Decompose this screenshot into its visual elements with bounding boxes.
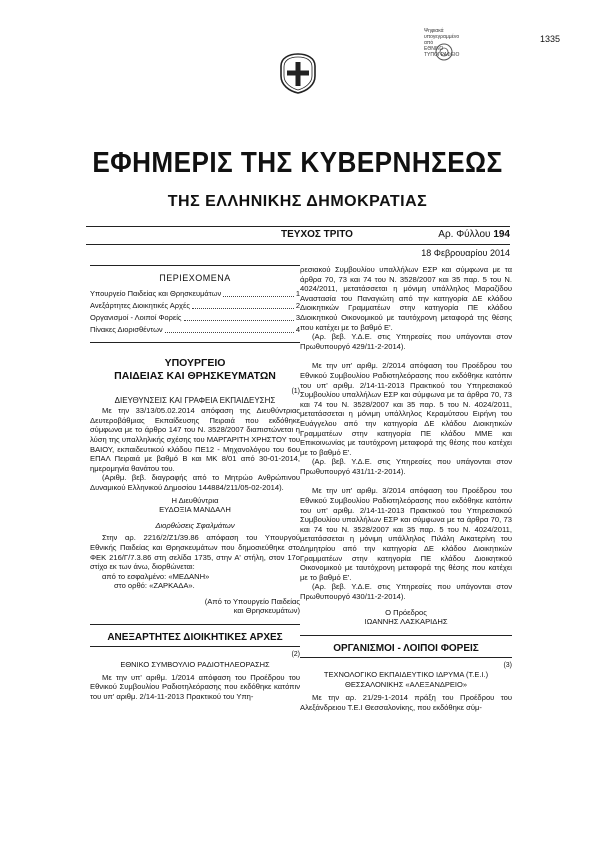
sheet-number-label: Αρ. Φύλλου 194 <box>438 229 510 240</box>
toc-title: ΠΕΡΙΕΧΟΜΕΝΑ <box>159 273 231 283</box>
gazette-subtitle: ΤΗΣ ΕΛΛΗΝΙΚΗΣ ΔΗΜΟΚΡΑΤΙΑΣ <box>167 193 428 210</box>
header-rule-top <box>86 226 510 227</box>
issue-date: 18 Φεβρουαρίου 2014 <box>421 248 510 258</box>
toc-row: Ανεξάρτητες Διοικητικές Αρχές 2 <box>90 300 300 310</box>
decision-paragraph: Με την υπ' αριθμ. 3/2014 απόφαση του Προέδρου του Εθνικού Συμβουλίου Ραδιοτηλεόρασης που εκδόθηκε κατόπιν του υπ' αριθμ. 2/14-11-2013 Πρακτικού του Υπηρεσιακού Συμβουλίου υπαλλήλων ΕΣΡ και σύμφωνα με τα άρθρα 70, 73 και 74 του Ν. 3528/2007 και 35 παρ. 5 του Ν. 4024/2011, μετατάσσεται η μόνιμη υπάλληλος Πιλάλη Αικατερίνη του Δημητρίου από την κατηγορία ΔΕ κλάδου Διοικητικών Γραμματέων στην κατηγορία ΠΕ κλάδου Διοικητικού Οικονομικού με ταυτόχρονη μεταφορά της θέσης που κατέχει με το βαθμό Ε'. <box>300 486 512 582</box>
errata-to: στο ορθό: «ΖΑΡΚΑΔΑ». <box>114 581 195 591</box>
signatory-role: Η Διευθύντρια <box>171 495 219 505</box>
decision-paragraph: Με την 33/13/05.02.2014 απόφαση της Διευθύντριας Δευτεροβάθμιας Εκπαίδευσης Πειραιά που εκδόθηκε σύμφωνα με το άρθρο 147 του Ν. 3528/2007 διαπιστώνεται η λύση της υπαλληλικής σχέσης του ΜΑΡΓΑΡΙΤΗ ΧΡΗΣΤΟΥ του ΒΑΙΟΥ, εκπαιδευτικού κλάδου ΠΕ12 - Μηχανολόγου του 6ου ΕΠΑΛ Πειραιά με βαθμό Β και ΜΚ 8/01 από 30-01-2014, ημερομηνία θανάτου του. <box>90 406 300 473</box>
signatory-role: Ο Πρόεδρος <box>385 607 427 617</box>
coat-of-arms-icon <box>277 52 319 94</box>
reference-number: (1) <box>291 387 300 395</box>
stamp-line: ΤΥΠΟΓΡΑΦΕΙΟ <box>424 52 460 58</box>
section-heading: ΕΘΝΙΚΟ ΣΥΜΒΟΥΛΙΟ ΡΑΔΙΟΤΗΛΕΟΡΑΣΗΣ <box>120 659 270 669</box>
errata-from: από το εσφαλμένο: «ΜΕΔΑΝΗ» <box>102 571 210 581</box>
decision-paragraph: Με την υπ' αριθμ. 1/2014 απόφαση του Προέδρου του Εθνικού Συμβουλίου Ραδιοτηλεόρασης που εκδόθηκε κατόπιν του υπ' αριθμ. 2/14-11-2013 Πρακτικού του Υπη- <box>90 672 300 701</box>
header-rule-bottom <box>86 244 510 245</box>
errata-title: Διορθώσεις Σφαλμάτων <box>155 520 235 530</box>
section-heading: ΘΕΣΣΑΛΟΝΙΚΗΣ «ΑΛΕΞΑΝΔΡΕΙΟ» <box>344 680 468 690</box>
left-column <box>90 265 300 701</box>
organizations-heading: ΟΡΓΑΝΙΣΜΟΙ - ΛΟΙΠΟΙ ΦΟΡΕΙΣ <box>300 642 512 658</box>
right-column <box>300 265 512 713</box>
stamp-line: Ψηφιακά <box>424 28 444 34</box>
decision-reference: (Αριθμ. βεβ. διαγραφής από το Μητρώο Ανθρώπινου Δυναμικού Ελληνικού Δημοσίου 144884/211/05-02-2014). <box>90 473 300 492</box>
toc-bottom-rule <box>90 342 300 357</box>
decision-reference: (Αρ. βεβ. Υ.Δ.Ε. στις Υπηρεσίες που υπάγονται στον Πρωθυπουργό 430/11-2-2014). <box>300 582 512 601</box>
errata-source-line1: (Από το Υπουργείο Παιδείας <box>204 596 300 606</box>
gazette-title: ΕΦΗΜΕΡΙΣ ΤΗΣ ΚΥΒΕΡΝΗΣΕΩΣ <box>92 147 503 179</box>
toc-row: Οργανισμοί - Λοιποί Φορείς 3 <box>90 312 300 322</box>
page-number: 1335 <box>540 34 561 44</box>
stamp-line: από <box>424 40 434 46</box>
decision-reference: (Αρ. βεβ. Υ.Δ.Ε. στις Υπηρεσίες που υπάγονται στον Πρωθυπουργό 429/11-2-2014). <box>300 332 512 351</box>
reference-number: (2) <box>291 651 300 659</box>
ministry-heading-line1: ΥΠΟΥΡΓΕΙΟ <box>164 356 226 369</box>
signatory-name: ΙΩΑΝΝΗΣ ΛΑΣΚΑΡΙΔΗΣ <box>364 617 448 627</box>
signatory-name: ΕΥΔΟΞΙΑ ΜΑΝΔΑΛΗ <box>159 505 231 515</box>
toc-row: Πίνακες Διορισθέντων 4 <box>90 324 300 334</box>
signature-seal-icon <box>434 42 454 62</box>
stamp-line: ΕΘΝΙΚΟ <box>424 46 444 52</box>
errata-text: Στην αρ. 2216/2/Z1/39.86 απόφαση του Υπουργού Εθνικής Παιδείας και Θρησκευμάτων που δημοσιεύθηκε στο ΦΕΚ 216/Γ/7.3.86 στη σελίδα 1735, στην Α' στήλη, στον 17ο στίχο εκ των άνω, διορθώνεται: <box>90 533 300 572</box>
stamp-line: υπογεγραμμένο <box>424 34 460 40</box>
ministry-heading-line2: ΠΑΙΔΕΙΑΣ ΚΑΙ ΘΡΗΣΚΕΥΜΑΤΩΝ <box>114 369 276 382</box>
authorities-heading: ΑΝΕΞΑΡΤΗΤΕΣ ΔΙΟΙΚΗΤΙΚΕΣ ΑΡΧΕΣ <box>90 631 300 647</box>
issue-row <box>86 229 510 243</box>
decision-paragraph: Με την υπ' αριθμ. 2/2014 απόφαση του Προέδρου του Εθνικού Συμβουλίου Ραδιοτηλεόρασης που εκδόθηκε κατόπιν του υπ' αριθμ. 2/14-11-2013 Πρακτικού του Υπηρεσιακού Συμβουλίου υπαλλήλων ΕΣΡ και σύμφωνα με τα άρθρα 70, 73 και 74 του Ν. 3528/2007 και 35 παρ. 5 του Ν. 4024/2011, μετατάσσεται η μόνιμη υπάλληλος Κεραμύτσου Ειρήνη του Ευάγγελου από την κατηγορία ΔΕ κλάδου Διοικητικών Γραμματέων στην κατηγορία ΠΕ κλάδου ΜΜΕ και Επικοινωνίας με ταυτόχρονη μεταφορά της θέσης που κατέχει με το βαθμό Ε'. <box>300 361 512 457</box>
toc-row: Υπουργείο Παιδείας και Θρησκευμάτων 1 <box>90 288 300 298</box>
section-heading: ΔΙΕΥΘΥΝΣΕΙΣ ΚΑΙ ΓΡΑΦΕΙΑ ΕΚΠΑΙΔΕΥΣΗΣ <box>114 396 276 406</box>
decision-paragraph: ρεσιακού Συμβουλίου υπαλλήλων ΕΣΡ και σύμφωνα με τα άρθρα 70, 73 και 74 του Ν. 3528/2007 και 35 παρ. 5 του Ν. 4024/2011, μετατάσσεται η μόνιμη υπάλληλος Μαραζίδου Αναστασία του Παναγιώτη από την κατηγορία ΔΕ κλάδου Διοικητικών Γραμματέων στην κατηγορία ΠΕ κλάδου Διοικητικού Οικονομικού με ταυτόχρονη μεταφορά της θέσης που κατέχει με το βαθμό Ε'. <box>300 265 512 332</box>
reference-number: (3) <box>503 661 512 669</box>
errata-source-line2: και Θρησκευμάτων) <box>233 606 300 616</box>
issue-type: ΤΕΥΧΟΣ ΤΡΙΤΟ <box>281 229 353 240</box>
decision-reference: (Αρ. βεβ. Υ.Δ.Ε. στις Υπηρεσίες που υπάγονται στον Πρωθυπουργό 431/11-2-2014). <box>300 457 512 476</box>
sheet-number: 194 <box>493 229 510 240</box>
section-heading: ΤΕΧΝΟΛΟΓΙΚΟ ΕΚΠΑΙΔΕΥΤΙΚΟ ΙΔΡΥΜΑ (Τ.Ε.Ι.) <box>323 670 489 680</box>
decision-paragraph: Με την αρ. 21/29-1-2014 πράξη του Προέδρου του Αλεξάνδρειου Τ.Ε.Ι Θεσσαλονίκης, που εκδόθηκε σύμ- <box>300 693 512 712</box>
digital-signature-stamp <box>424 28 484 58</box>
